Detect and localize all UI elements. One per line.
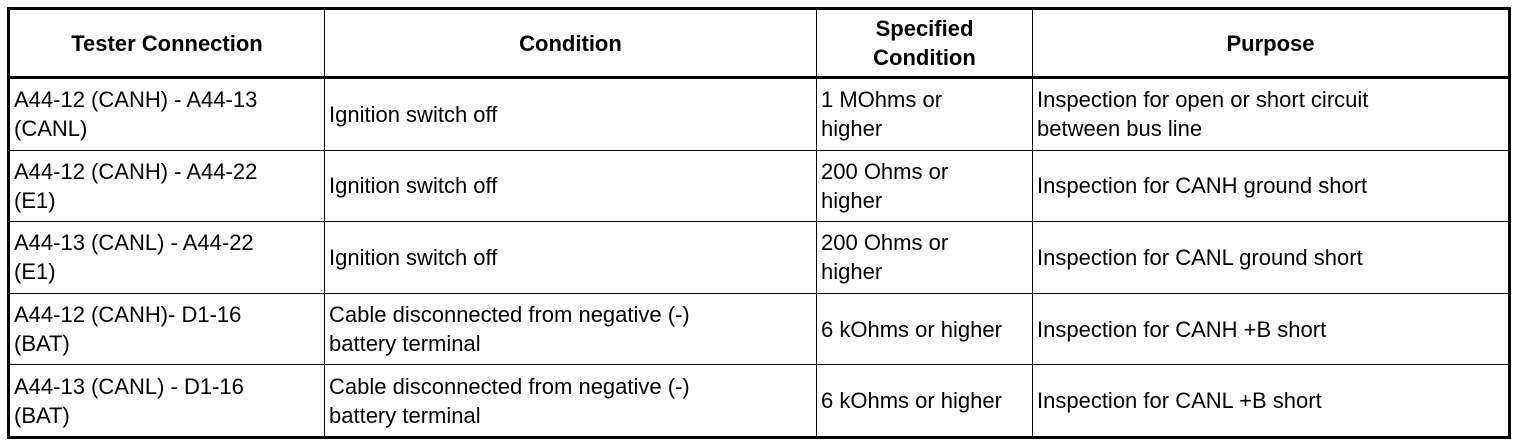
cell-purpose: Inspection for CANL ground short [1033, 222, 1510, 294]
table-row [9, 293, 1510, 365]
cell-tester-connection: A44-13 (CANL) - D1-16 (BAT) [9, 365, 325, 438]
cell-condition: Cable disconnected from negative (-) battery terminal [325, 293, 817, 365]
header-condition: Condition [325, 9, 817, 78]
cell-specified-condition: 6 kOhms or higher [817, 365, 1033, 438]
table-row [9, 78, 1510, 151]
cell-tester-connection: A44-12 (CANH)- D1-16 (BAT) [9, 293, 325, 365]
cell-tester-connection: A44-12 (CANH) - A44-22 (E1) [9, 150, 325, 222]
cell-specified-condition: 200 Ohms or higher [817, 150, 1033, 222]
cell-tester-connection: A44-12 (CANH) - A44-13 (CANL) [9, 78, 325, 151]
header-specified-condition: Specified Condition [817, 9, 1033, 78]
cell-purpose: Inspection for open or short circuit between bus line [1033, 78, 1510, 151]
cell-specified-condition: 6 kOhms or higher [817, 293, 1033, 365]
table-header-row [9, 9, 1510, 78]
table-row [9, 222, 1510, 294]
table-row [9, 150, 1510, 222]
header-tester-connection: Tester Connection [9, 9, 325, 78]
cell-specified-condition: 1 MOhms or higher [817, 78, 1033, 151]
cell-condition: Cable disconnected from negative (-) battery terminal [325, 365, 817, 438]
header-purpose: Purpose [1033, 9, 1510, 78]
cell-tester-connection: A44-13 (CANL) - A44-22 (E1) [9, 222, 325, 294]
cell-purpose: Inspection for CANH ground short [1033, 150, 1510, 222]
cell-condition: Ignition switch off [325, 78, 817, 151]
cell-specified-condition: 200 Ohms or higher [817, 222, 1033, 294]
cell-purpose: Inspection for CANH +B short [1033, 293, 1510, 365]
table-row [9, 365, 1510, 438]
cell-condition: Ignition switch off [325, 150, 817, 222]
cell-purpose: Inspection for CANL +B short [1033, 365, 1510, 438]
cell-condition: Ignition switch off [325, 222, 817, 294]
inspection-spec-table [7, 7, 1511, 439]
